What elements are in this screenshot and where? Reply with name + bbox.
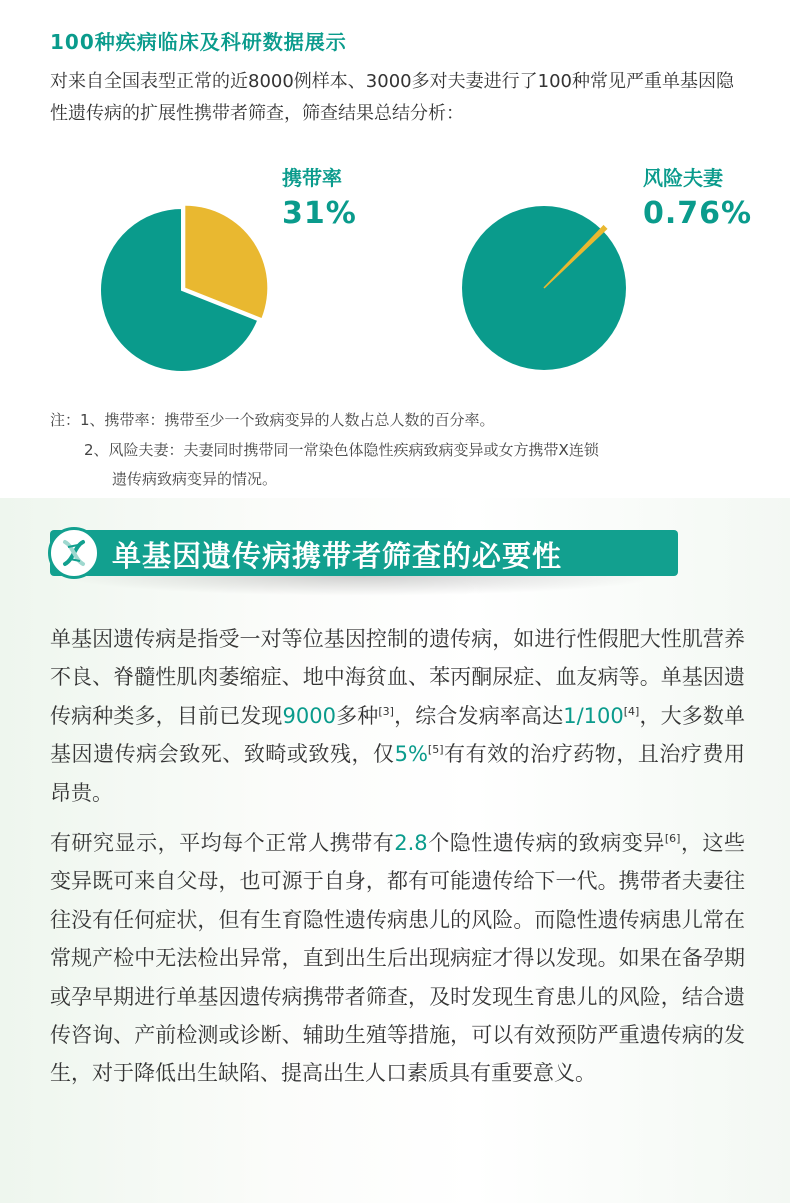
intro-text: 对来自全国表型正常的近8000例样本、3000多对夫妻进行了100种常见严重单基因隐性遗传病的扩展性携带者筛查，筛查结果总结分析： [50, 71, 734, 124]
p1-highlight-9000: 9000 [282, 703, 336, 728]
p1-text-b: 多种 [335, 703, 379, 728]
note-2: 2、风险夫妻：夫妻同时携带同一常染色体隐性疾病致病变异或女方携带X连锁 [84, 441, 599, 459]
p2-highlight-2-8: 2.8 [394, 831, 428, 855]
p1-ref-5: [5] [427, 743, 444, 757]
p1-text-e: 有有效的治疗药物，且治疗费用昂贵。 [50, 742, 746, 805]
note-1-text: 1、携带率：携带至少一个致病变异的人数占总人数的百分率。 [80, 411, 495, 429]
dna-icon [48, 527, 100, 579]
p2-ref-6: [6] [664, 832, 681, 845]
dna-icon-graphic [51, 530, 97, 576]
p2-text-b: 个隐性遗传病的致病变异 [427, 831, 665, 855]
paragraph-2 [50, 824, 745, 1093]
p1-ref-3: [3] [378, 704, 394, 718]
carrier-rate-value: 31% [282, 196, 357, 231]
page-title: 100种疾病临床及科研数据展示 [50, 30, 347, 54]
p1-text-a: 单基因遗传病是指受一对等位基因控制的遗传病，如进行性假肥大性肌营养不良、脊髓性肌肉萎缩症、地中海贫血、苯丙酮尿症、血友病等。单基因遗传病种类多，目前已发现 [50, 627, 745, 728]
p1-text-c: ，综合发病率高达 [393, 703, 564, 728]
p1-highlight-rate: 1/100 [563, 703, 624, 728]
risk-couples-label: 风险夫妻 [643, 166, 723, 190]
risk-couples-value: 0.76% [643, 196, 753, 231]
p1-ref-4: [4] [623, 704, 640, 718]
banner-shadow [60, 576, 660, 596]
note-1 [50, 406, 495, 434]
note-prefix: 注： [50, 411, 81, 429]
note-2-continued: 遗传病致病变异的情况。 [112, 470, 278, 488]
risk-couples-pie-chart [458, 202, 632, 374]
section-title: 单基因遗传病携带者筛查的必要性 [112, 539, 563, 573]
p2-text-c: ，这些变异既可来自父母，也可源于自身，都有可能遗传给下一代。携带者夫妻往往没有任何症状，但有生育隐性遗传病患儿的风险。而隐性遗传病患儿常在常规产检中无法检出异常，直到出生后出现病症才得以发现。如果在备孕期或孕早期进行单基因遗传病携带者筛查，及时发现生育患儿的风险，结合遗传咨询、产前检测或诊断、辅助生殖等措施，可以有效预防严重遗传病的发生，对于降低出生缺陷、提高出生人口素质具有重要意义。 [50, 831, 746, 1086]
paragraph-1 [50, 620, 745, 812]
p2-text-a: 有研究显示，平均每个正常人携带有 [50, 831, 395, 855]
p1-highlight-5pct: 5% [394, 742, 428, 767]
carrier-rate-pie-chart [98, 202, 272, 374]
carrier-rate-label: 携带率 [282, 166, 342, 190]
p1-text-d: ，大多数单基因遗传病会致死、致畸或致残，仅 [50, 703, 746, 767]
